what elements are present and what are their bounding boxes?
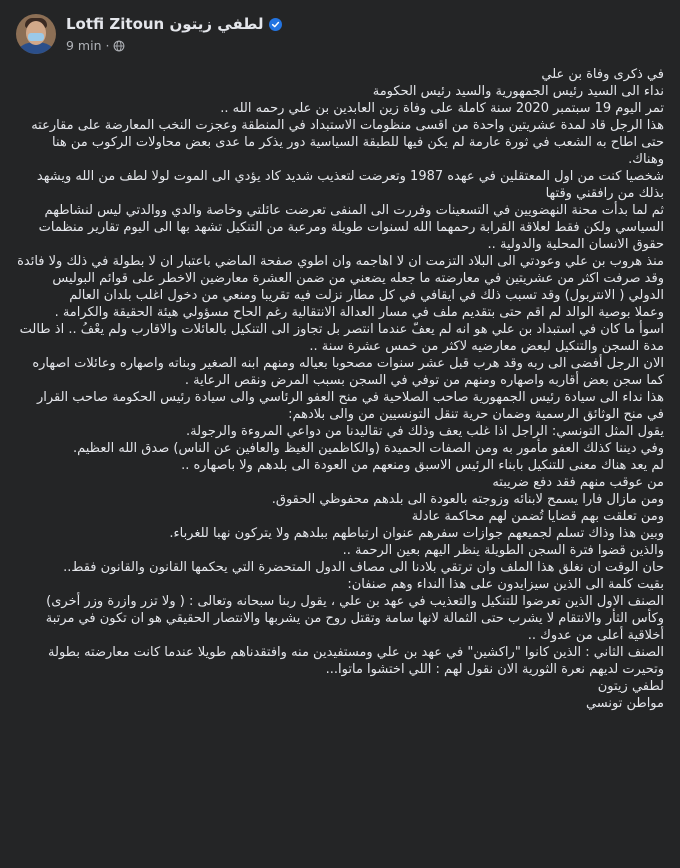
post-paragraph: ومن تعلقت بهم قضايا تُضمن لهم محاكمة عادلة <box>411 509 664 524</box>
post-paragraph: هذا الرجل قاد لمدة عشريتين واحدة من اقسى منظومات الاستبداد في المنطقة وعجزت النخب المعارضة على مقارعته حتى اطاح به الشعب في ثورة عارمة لم يكن فيها للطبقة السياسية دور يذكر ما عدى بعض محاولات الركوب من هنا وهناك. <box>31 118 664 167</box>
author-name-link[interactable] <box>66 15 282 33</box>
post-paragraph: اسوأ ما كان في استبداد بن علي هو انه لم يعفّ عندما انتصر بل تجاوز الى التنكيل بالعائلات والاقارب ولم يعْفُ .. اذ طالت مدة السجن والتنكيل لبعض معارضيه لاكثر من خمس عشرة سنة .. <box>19 322 664 354</box>
post-paragraph: في ذكرى وفاة بن علي <box>541 67 664 82</box>
post-header <box>0 0 680 66</box>
post-paragraph: تمر اليوم 19 سبتمبر 2020 سنة كاملة على وفاة زين العابدين بن علي رحمه الله .. <box>220 101 664 116</box>
post-paragraph: ثم لما بدأت محنة النهضويين في التسعينات وفررت الى المنفى تعرضت عائلتي وخاصة والدي ووالدتي ليس لنشاطهم السياسي ولكن فقط لعلاقة القرابة رحمهما الله لسنوات طويلة ومرعبة من التنكيل تشهد بها الى اليوم تقارير منظمات حقوق الانسان المحلية والدولية .. <box>38 203 664 252</box>
post-paragraph: نداء الى السيد رئيس الجمهورية والسيد رئيس الحكومة <box>372 84 664 99</box>
post-paragraph: بقيت كلمة الى الذين سيزايدون على هذا النداء وهم صنفان: <box>347 577 664 592</box>
post-paragraph: الصنف الاول الذين تعرضوا للتنكيل والتعذيب في عهد بن علي ، يقول ربنا سبحانه وتعالى : ( ولا تزر وازرة وزر أخرى) وكأس الثأر والانتقام لا يشرب حتى الثمالة لانها سامة وتقتل روح من يشربها والانتصار الحقيقي هو ان تكون في مرتبة أخلاقية أعلى من عدوك .. <box>45 594 664 643</box>
meta-separator: · <box>105 38 110 53</box>
post-signature-title: مواطن تونسي <box>585 696 664 711</box>
post-paragraph: منذ هروب بن علي وعودتي الى البلاد التزمت ان لا اهاجمه وان اطوي صفحة الماضي باعتبار ان لا بطولة في ذلك ولا فائدة وقد صرفت اكثر من عشريتين في معارضته ما جعله يضعني من ضمن العشرة معارضين الاخطر على قوائم البوليس الدولي ( الانتربول) وقد تسبب ذلك في ايقافي في كل مطار نزلت فيه تقريبا ومنعي من دخول اغلب بلدان العالم <box>17 254 664 303</box>
post-paragraph: ومن مازال فارا يسمح لابنائه وزوجته بالعودة الى بلدهم محفوظي الحقوق. <box>271 492 664 507</box>
post-content <box>16 66 664 712</box>
author-name: Lotfi Zitoun لطفي زيتون <box>66 15 264 33</box>
globe-icon[interactable] <box>113 40 125 52</box>
post-paragraph: هذا نداء الى سيادة رئيس الجمهورية صاحب الصلاحية في منح العفو الرئاسي والى سيادة رئيس الحكومة صاحب القرار في منح الوثائق الرسمية وضمان حرية تنقل التونسيين من والى بلادهم: <box>36 390 664 422</box>
verified-badge-icon <box>269 18 282 31</box>
post-signature-name: لطفي زيتون <box>597 679 664 694</box>
post-paragraph: شخصيا كنت من اول المعتقلين في عهده 1987 وتعرضت لتعذيب شديد كاد يؤدي الى الموت لولا لطف من الله ويشهد بذلك من رافقني وقتها <box>36 169 664 201</box>
author-avatar[interactable] <box>16 14 56 54</box>
post-paragraph: لم يعد هناك معنى للتنكيل بابناء الرئيس الاسبق ومنعهم من العودة الى بلدهم ولا باصهاره .. <box>181 458 664 473</box>
post-timestamp[interactable]: 9 min <box>66 38 102 53</box>
post-paragraph: يقول المثل التونسي: الراجل اذا غلب يعف وذلك في تقاليدنا من دواعي المروءة والرجولة. <box>186 424 664 439</box>
post-paragraph: حان الوقت ان نغلق هذا الملف وان ترتقي بلادنا الى مصاف الدول المتحضرة التي يحكمها القانون والقانون فقط.. <box>63 560 664 575</box>
avatar-mask <box>28 33 44 41</box>
post-paragraph: من عوقب منهم فقد دفع ضريبته <box>492 475 664 490</box>
post-paragraph: وبين هذا وذاك تسلم لجميعهم جوازات سفرهم عنوان ارتباطهم ببلدهم ولا يتركون نهبا للغرباء. <box>169 526 664 541</box>
post-meta <box>66 38 125 53</box>
post-paragraph: الصنف الثاني : الذين كانوا "راكشين" في عهد بن علي ومستفيدين منه وافتقدناهم طويلا عندما كانت معارضته بطولة وتحيرت لديهم نعرة الثورية الان نقول لهم : اللي اختشوا ماتوا... <box>48 645 664 677</box>
post-paragraph: الان الرجل أفضى الى ربه وقد هرب قبل عشر سنوات مصحوبا بعياله ومنهم ابنه الصغير وبناته واصهاره وعائلات اصهاره كما سجن بعض أقاربه واصهاره ومنهم من توفي في السجن بسبب المرض ونقص الرعاية . <box>32 356 664 388</box>
post-paragraph: وعملا بوصية الوالد لم اقم حتى بتقديم ملف في مسار العدالة الانتقالية رغم الحاح مسؤولي هيئة الحقيقة والكرامة . <box>54 305 664 320</box>
post-paragraph: والذين قضوا فترة السجن الطويلة ينظر اليهم بعين الرحمة .. <box>342 543 664 558</box>
post-paragraph: وفي ديننا كذلك العفو مأمور به ومن الصفات الحميدة (والكاظمين الغيظ والعافين عن الناس) صدق الله العظيم. <box>72 441 664 456</box>
